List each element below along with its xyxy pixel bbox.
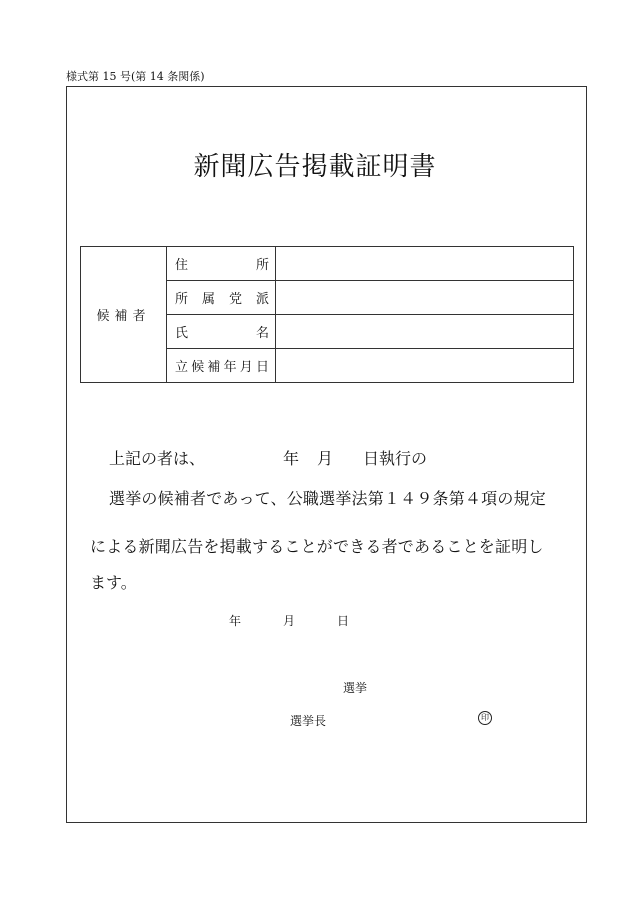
- row-label-text: 立 候 補 年 月 日: [175, 360, 269, 375]
- document-title: 新聞広告掲載証明書: [193, 152, 437, 182]
- row-label-text: 所 属 党 派: [175, 292, 269, 307]
- issue-year: 年: [229, 614, 242, 628]
- name-field[interactable]: [276, 315, 574, 349]
- candidate-info-table: [80, 246, 574, 383]
- statement-year: 年: [283, 449, 300, 468]
- row-label-party: [167, 281, 276, 315]
- table-row-address: [81, 247, 574, 281]
- statement-line-1: [109, 449, 427, 469]
- statement-subject: 上記の者は、: [109, 449, 206, 468]
- party-field[interactable]: [276, 281, 574, 315]
- issue-day: 日: [337, 614, 350, 628]
- statement-line-4: ます。: [90, 573, 137, 592]
- candidacy-date-field[interactable]: [276, 349, 574, 383]
- issue-month: 月: [283, 614, 296, 628]
- issue-date: [229, 613, 349, 629]
- address-field[interactable]: [276, 247, 574, 281]
- candidate-group-label: 候補者: [81, 247, 167, 383]
- row-label-address: [167, 247, 276, 281]
- statement-line-3: による新聞広告を掲載することができる者であることを証明し: [90, 537, 544, 556]
- form-number: 様式第 15 号(第 14 条関係): [66, 70, 205, 83]
- row-label-text: 氏 名: [175, 326, 269, 341]
- election-commissioner: 選挙長: [290, 714, 327, 728]
- row-label-text: 住 所: [175, 258, 269, 273]
- statement-month: 月: [317, 449, 334, 468]
- row-label-name: [167, 315, 276, 349]
- statement-line-2: 選挙の候補者であって、公職選挙法第１４９条第４項の規定: [109, 489, 546, 508]
- election-name: 選挙: [343, 681, 368, 695]
- seal-mark: 印: [478, 711, 492, 725]
- statement-day-execution: 日執行の: [363, 449, 428, 468]
- row-label-candidacy-date: [167, 349, 276, 383]
